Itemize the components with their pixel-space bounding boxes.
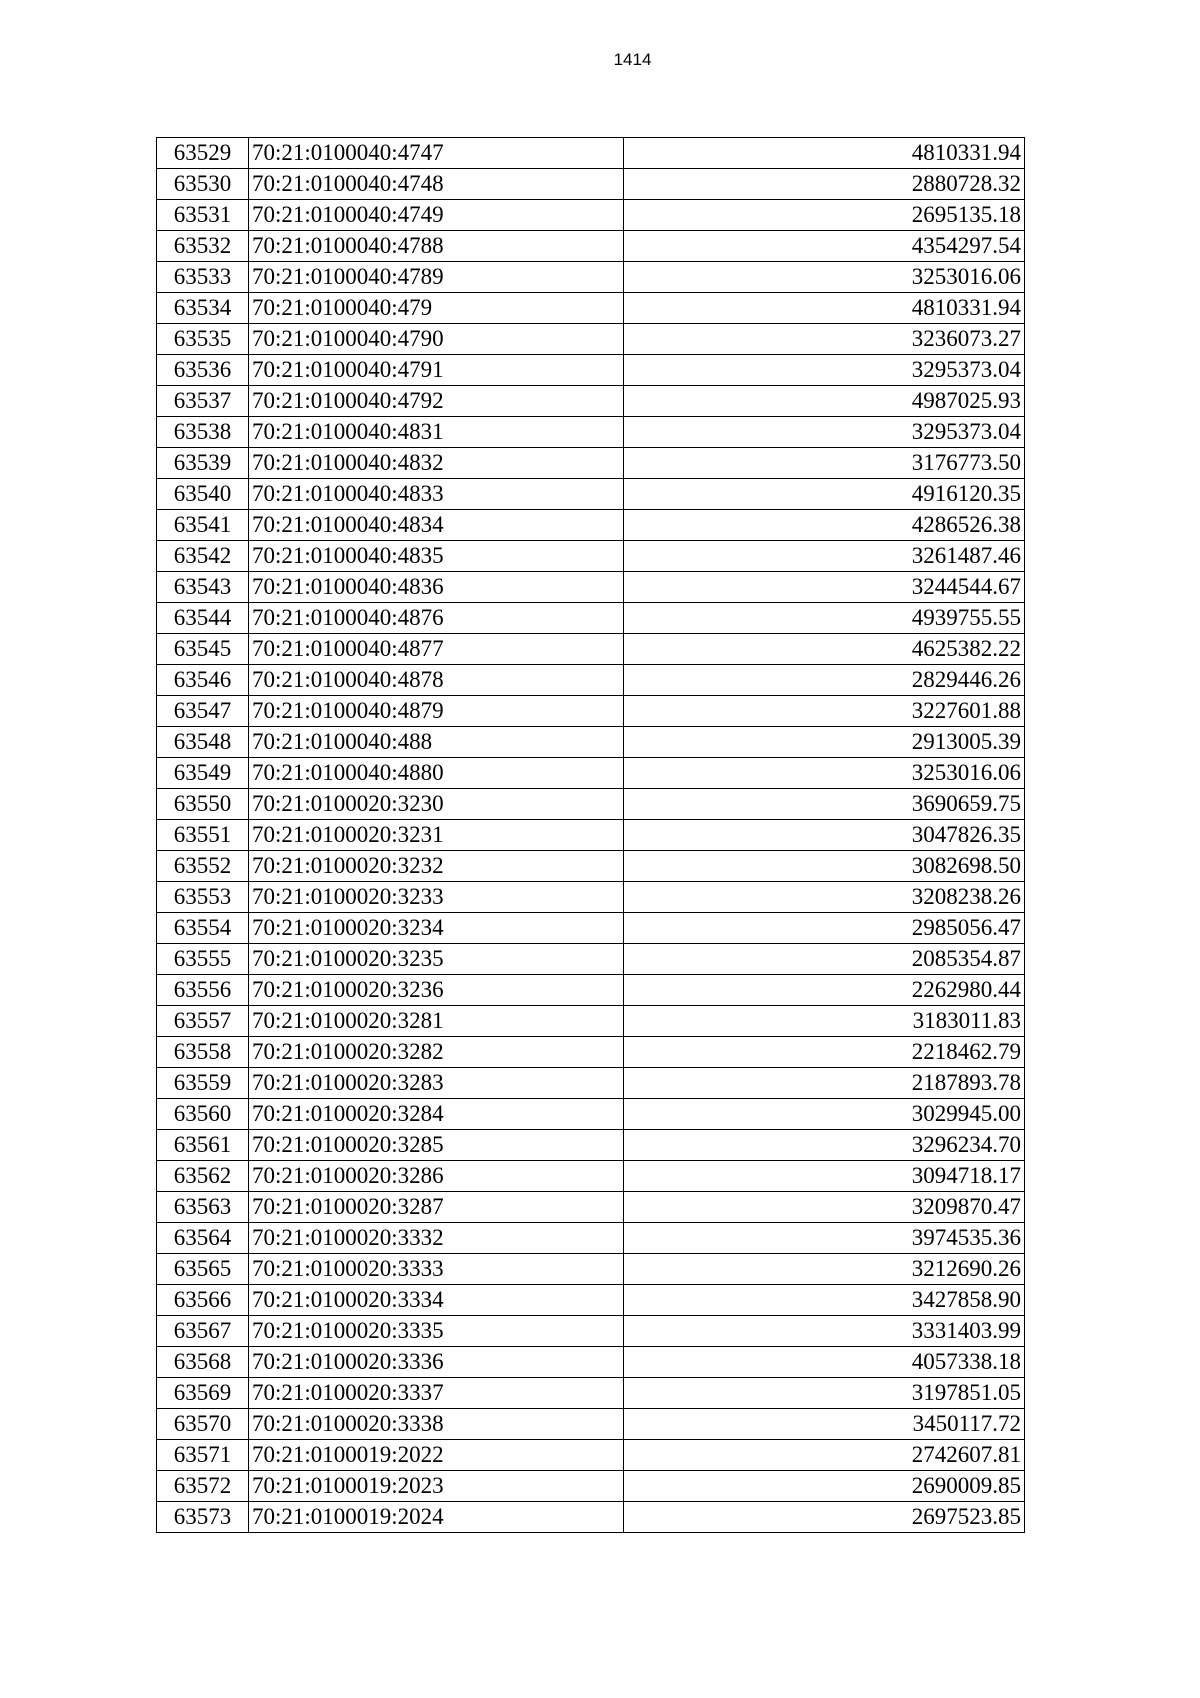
value-cell: 3974535.36 xyxy=(624,1223,1025,1254)
row-number-cell: 63529 xyxy=(157,138,249,169)
value-cell: 3208238.26 xyxy=(624,882,1025,913)
row-number-cell: 63533 xyxy=(157,262,249,293)
table-row xyxy=(157,386,1025,417)
cadastral-id-cell: 70:21:0100040:4876 xyxy=(249,603,624,634)
table-row xyxy=(157,1471,1025,1502)
cadastral-id-cell: 70:21:0100020:3285 xyxy=(249,1130,624,1161)
value-cell: 3227601.88 xyxy=(624,696,1025,727)
value-cell: 3197851.05 xyxy=(624,1378,1025,1409)
table-row xyxy=(157,572,1025,603)
value-cell: 3427858.90 xyxy=(624,1285,1025,1316)
table-body xyxy=(157,138,1025,1533)
value-cell: 4354297.54 xyxy=(624,231,1025,262)
cadastral-id-cell: 70:21:0100020:3287 xyxy=(249,1192,624,1223)
cadastral-id-cell: 70:21:0100040:4789 xyxy=(249,262,624,293)
table-row xyxy=(157,1440,1025,1471)
table-row xyxy=(157,1378,1025,1409)
cadastral-id-cell: 70:21:0100020:3281 xyxy=(249,1006,624,1037)
row-number-cell: 63538 xyxy=(157,417,249,448)
table-row xyxy=(157,1409,1025,1440)
value-cell: 4939755.55 xyxy=(624,603,1025,634)
value-cell: 3209870.47 xyxy=(624,1192,1025,1223)
value-cell: 3183011.83 xyxy=(624,1006,1025,1037)
value-cell: 2187893.78 xyxy=(624,1068,1025,1099)
table-row xyxy=(157,231,1025,262)
table-row xyxy=(157,417,1025,448)
cadastral-id-cell: 70:21:0100040:4878 xyxy=(249,665,624,696)
row-number-cell: 63556 xyxy=(157,975,249,1006)
value-cell: 3296234.70 xyxy=(624,1130,1025,1161)
table-row xyxy=(157,138,1025,169)
table-row xyxy=(157,1130,1025,1161)
table-row xyxy=(157,603,1025,634)
table-row xyxy=(157,634,1025,665)
cadastral-id-cell: 70:21:0100040:4792 xyxy=(249,386,624,417)
value-cell: 4916120.35 xyxy=(624,479,1025,510)
value-cell: 3236073.27 xyxy=(624,324,1025,355)
value-cell: 3295373.04 xyxy=(624,417,1025,448)
row-number-cell: 63570 xyxy=(157,1409,249,1440)
row-number-cell: 63573 xyxy=(157,1502,249,1533)
value-cell: 3047826.35 xyxy=(624,820,1025,851)
value-cell: 3082698.50 xyxy=(624,851,1025,882)
cadastral-id-cell: 70:21:0100040:4791 xyxy=(249,355,624,386)
cadastral-id-cell: 70:21:0100040:4831 xyxy=(249,417,624,448)
table-row xyxy=(157,851,1025,882)
table-row xyxy=(157,324,1025,355)
value-cell: 3029945.00 xyxy=(624,1099,1025,1130)
table-row xyxy=(157,1316,1025,1347)
row-number-cell: 63562 xyxy=(157,1161,249,1192)
row-number-cell: 63530 xyxy=(157,169,249,200)
cadastral-id-cell: 70:21:0100020:3338 xyxy=(249,1409,624,1440)
value-cell: 4625382.22 xyxy=(624,634,1025,665)
value-cell: 2913005.39 xyxy=(624,727,1025,758)
table-row xyxy=(157,913,1025,944)
value-cell: 2880728.32 xyxy=(624,169,1025,200)
table-row xyxy=(157,820,1025,851)
row-number-cell: 63557 xyxy=(157,1006,249,1037)
value-cell: 2218462.79 xyxy=(624,1037,1025,1068)
row-number-cell: 63540 xyxy=(157,479,249,510)
cadastral-id-cell: 70:21:0100040:488 xyxy=(249,727,624,758)
table-row xyxy=(157,200,1025,231)
row-number-cell: 63536 xyxy=(157,355,249,386)
row-number-cell: 63551 xyxy=(157,820,249,851)
row-number-cell: 63545 xyxy=(157,634,249,665)
row-number-cell: 63568 xyxy=(157,1347,249,1378)
value-cell: 3253016.06 xyxy=(624,758,1025,789)
row-number-cell: 63543 xyxy=(157,572,249,603)
value-cell: 4810331.94 xyxy=(624,293,1025,324)
cadastral-id-cell: 70:21:0100020:3286 xyxy=(249,1161,624,1192)
value-cell: 2690009.85 xyxy=(624,1471,1025,1502)
table-row xyxy=(157,758,1025,789)
cadastral-id-cell: 70:21:0100040:4749 xyxy=(249,200,624,231)
value-cell: 4286526.38 xyxy=(624,510,1025,541)
table-row xyxy=(157,1006,1025,1037)
cadastral-id-cell: 70:21:0100020:3336 xyxy=(249,1347,624,1378)
cadastral-id-cell: 70:21:0100040:4790 xyxy=(249,324,624,355)
table-row xyxy=(157,727,1025,758)
cadastral-id-cell: 70:21:0100020:3233 xyxy=(249,882,624,913)
cadastral-id-cell: 70:21:0100020:3236 xyxy=(249,975,624,1006)
table-row xyxy=(157,355,1025,386)
value-cell: 3331403.99 xyxy=(624,1316,1025,1347)
row-number-cell: 63537 xyxy=(157,386,249,417)
table-row xyxy=(157,479,1025,510)
row-number-cell: 63539 xyxy=(157,448,249,479)
row-number-cell: 63531 xyxy=(157,200,249,231)
value-cell: 3450117.72 xyxy=(624,1409,1025,1440)
value-cell: 3094718.17 xyxy=(624,1161,1025,1192)
table-row xyxy=(157,1254,1025,1285)
table-row xyxy=(157,1161,1025,1192)
row-number-cell: 63560 xyxy=(157,1099,249,1130)
table-row xyxy=(157,1099,1025,1130)
value-cell: 3176773.50 xyxy=(624,448,1025,479)
value-cell: 3253016.06 xyxy=(624,262,1025,293)
cadastral-id-cell: 70:21:0100040:4748 xyxy=(249,169,624,200)
cadastral-value-table xyxy=(156,137,1025,1533)
value-cell: 2085354.87 xyxy=(624,944,1025,975)
table-row xyxy=(157,510,1025,541)
row-number-cell: 63564 xyxy=(157,1223,249,1254)
row-number-cell: 63569 xyxy=(157,1378,249,1409)
row-number-cell: 63563 xyxy=(157,1192,249,1223)
value-cell: 4987025.93 xyxy=(624,386,1025,417)
cadastral-id-cell: 70:21:0100020:3335 xyxy=(249,1316,624,1347)
row-number-cell: 63546 xyxy=(157,665,249,696)
table-row xyxy=(157,448,1025,479)
cadastral-id-cell: 70:21:0100020:3334 xyxy=(249,1285,624,1316)
value-cell: 2829446.26 xyxy=(624,665,1025,696)
row-number-cell: 63534 xyxy=(157,293,249,324)
cadastral-id-cell: 70:21:0100040:4879 xyxy=(249,696,624,727)
cadastral-id-cell: 70:21:0100020:3332 xyxy=(249,1223,624,1254)
row-number-cell: 63567 xyxy=(157,1316,249,1347)
cadastral-id-cell: 70:21:0100020:3337 xyxy=(249,1378,624,1409)
row-number-cell: 63552 xyxy=(157,851,249,882)
value-cell: 2742607.81 xyxy=(624,1440,1025,1471)
row-number-cell: 63549 xyxy=(157,758,249,789)
value-cell: 2697523.85 xyxy=(624,1502,1025,1533)
row-number-cell: 63550 xyxy=(157,789,249,820)
row-number-cell: 63572 xyxy=(157,1471,249,1502)
value-cell: 4057338.18 xyxy=(624,1347,1025,1378)
cadastral-id-cell: 70:21:0100020:3232 xyxy=(249,851,624,882)
cadastral-id-cell: 70:21:0100040:4834 xyxy=(249,510,624,541)
row-number-cell: 63566 xyxy=(157,1285,249,1316)
table-row xyxy=(157,541,1025,572)
row-number-cell: 63544 xyxy=(157,603,249,634)
value-cell: 3295373.04 xyxy=(624,355,1025,386)
value-cell: 3690659.75 xyxy=(624,789,1025,820)
cadastral-id-cell: 70:21:0100020:3230 xyxy=(249,789,624,820)
table-row xyxy=(157,1192,1025,1223)
value-cell: 2985056.47 xyxy=(624,913,1025,944)
cadastral-id-cell: 70:21:0100020:3234 xyxy=(249,913,624,944)
table-row xyxy=(157,975,1025,1006)
cadastral-id-cell: 70:21:0100040:4788 xyxy=(249,231,624,262)
table-row xyxy=(157,1285,1025,1316)
row-number-cell: 63554 xyxy=(157,913,249,944)
cadastral-id-cell: 70:21:0100040:4835 xyxy=(249,541,624,572)
cadastral-id-cell: 70:21:0100040:4747 xyxy=(249,138,624,169)
cadastral-id-cell: 70:21:0100020:3231 xyxy=(249,820,624,851)
value-cell: 3212690.26 xyxy=(624,1254,1025,1285)
table-row xyxy=(157,665,1025,696)
table-row xyxy=(157,944,1025,975)
cadastral-id-cell: 70:21:0100020:3284 xyxy=(249,1099,624,1130)
row-number-cell: 63558 xyxy=(157,1037,249,1068)
row-number-cell: 63547 xyxy=(157,696,249,727)
cadastral-id-cell: 70:21:0100040:479 xyxy=(249,293,624,324)
table-row xyxy=(157,882,1025,913)
row-number-cell: 63535 xyxy=(157,324,249,355)
table-row xyxy=(157,696,1025,727)
cadastral-id-cell: 70:21:0100040:4836 xyxy=(249,572,624,603)
value-cell: 3261487.46 xyxy=(624,541,1025,572)
row-number-cell: 63541 xyxy=(157,510,249,541)
page-number: 1414 xyxy=(613,50,652,69)
value-cell: 4810331.94 xyxy=(624,138,1025,169)
row-number-cell: 63565 xyxy=(157,1254,249,1285)
row-number-cell: 63571 xyxy=(157,1440,249,1471)
cadastral-id-cell: 70:21:0100019:2023 xyxy=(249,1471,624,1502)
table-row xyxy=(157,262,1025,293)
row-number-cell: 63532 xyxy=(157,231,249,262)
table-row xyxy=(157,1502,1025,1533)
table-row xyxy=(157,169,1025,200)
row-number-cell: 63561 xyxy=(157,1130,249,1161)
value-cell: 2695135.18 xyxy=(624,200,1025,231)
cadastral-id-cell: 70:21:0100020:3283 xyxy=(249,1068,624,1099)
value-cell: 3244544.67 xyxy=(624,572,1025,603)
value-cell: 2262980.44 xyxy=(624,975,1025,1006)
row-number-cell: 63553 xyxy=(157,882,249,913)
table-row xyxy=(157,1068,1025,1099)
cadastral-id-cell: 70:21:0100040:4877 xyxy=(249,634,624,665)
cadastral-id-cell: 70:21:0100020:3235 xyxy=(249,944,624,975)
cadastral-id-cell: 70:21:0100020:3333 xyxy=(249,1254,624,1285)
cadastral-id-cell: 70:21:0100020:3282 xyxy=(249,1037,624,1068)
row-number-cell: 63555 xyxy=(157,944,249,975)
table-row xyxy=(157,1037,1025,1068)
table-row xyxy=(157,1347,1025,1378)
row-number-cell: 63548 xyxy=(157,727,249,758)
cadastral-id-cell: 70:21:0100019:2024 xyxy=(249,1502,624,1533)
table-row xyxy=(157,293,1025,324)
row-number-cell: 63542 xyxy=(157,541,249,572)
cadastral-id-cell: 70:21:0100040:4833 xyxy=(249,479,624,510)
cadastral-id-cell: 70:21:0100040:4832 xyxy=(249,448,624,479)
table-row xyxy=(157,789,1025,820)
cadastral-id-cell: 70:21:0100019:2022 xyxy=(249,1440,624,1471)
table-row xyxy=(157,1223,1025,1254)
cadastral-id-cell: 70:21:0100040:4880 xyxy=(249,758,624,789)
row-number-cell: 63559 xyxy=(157,1068,249,1099)
